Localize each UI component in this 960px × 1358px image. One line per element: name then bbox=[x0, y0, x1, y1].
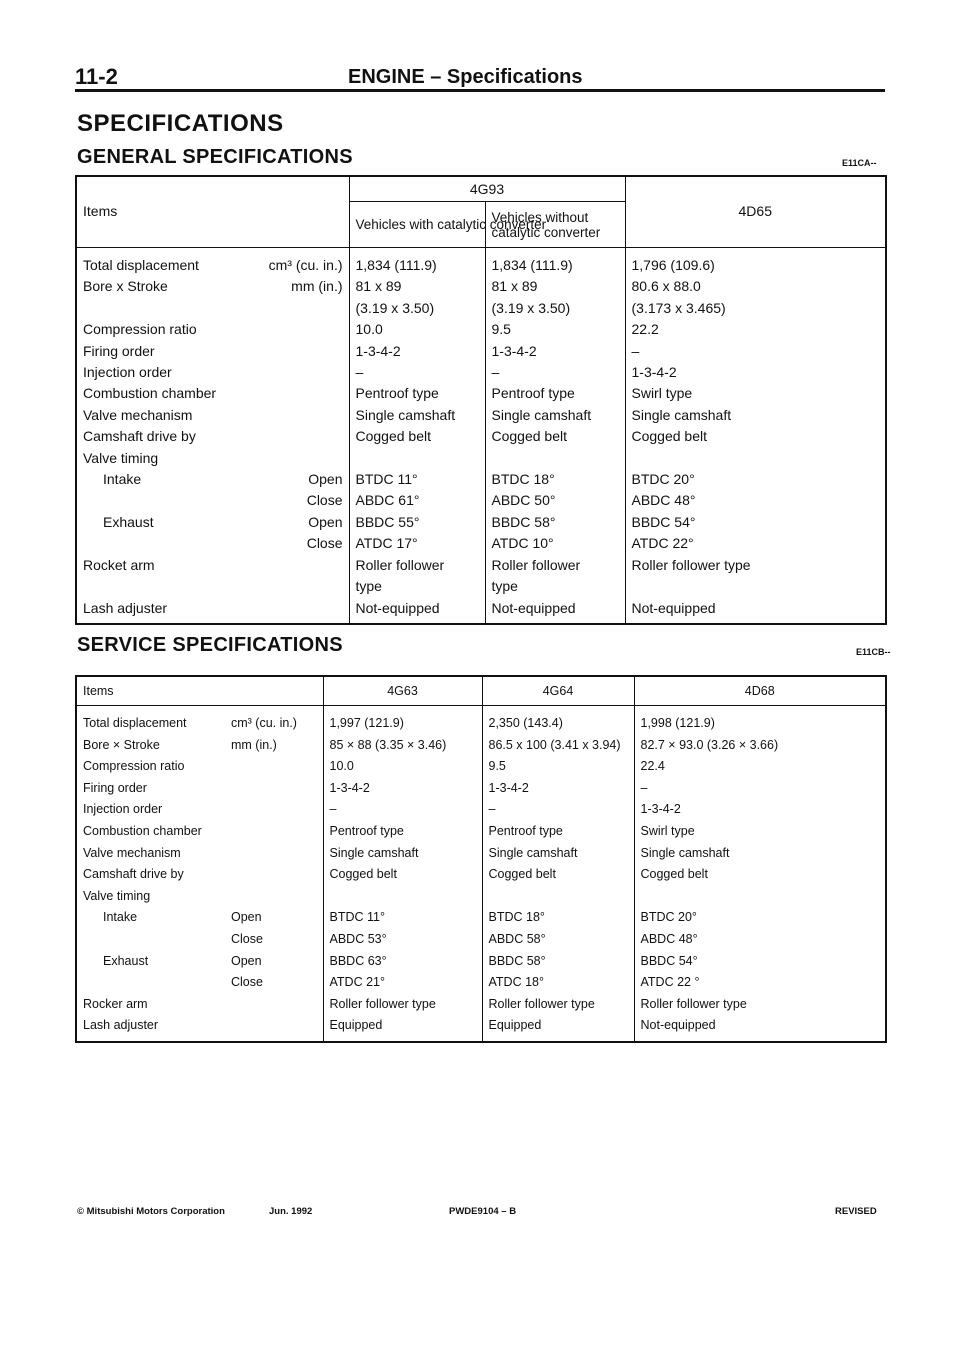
service-item-cell bbox=[76, 706, 323, 735]
general-value-cell-3: 22.2 bbox=[625, 319, 886, 340]
general-value-cell-1: Not-equipped bbox=[349, 598, 485, 624]
general-table-row bbox=[76, 383, 886, 404]
service-item-label: Compression ratio bbox=[83, 759, 185, 774]
general-value-cell-2: 9.5 bbox=[485, 319, 625, 340]
service-value-cell-2: Equipped bbox=[482, 1015, 634, 1042]
general-items-header: Items bbox=[76, 176, 349, 248]
general-value-cell-2: ATDC 10° bbox=[485, 533, 625, 554]
general-table-row bbox=[76, 598, 886, 624]
general-item-cell bbox=[76, 555, 349, 576]
service-value-cell-2: Roller follower type bbox=[482, 994, 634, 1016]
service-value-cell-3: Roller follower type bbox=[634, 994, 886, 1016]
general-value-cell-2: Pentroof type bbox=[485, 383, 625, 404]
general-item-cell bbox=[76, 383, 349, 404]
service-table-row bbox=[76, 1015, 886, 1042]
service-col2-header: 4G64 bbox=[482, 676, 634, 706]
service-unit-label: Close bbox=[231, 931, 263, 946]
service-value-cell-1 bbox=[323, 886, 482, 908]
general-value-cell-3: 80.6 x 88.0 bbox=[625, 276, 886, 297]
service-items-header: Items bbox=[76, 676, 323, 706]
service-value-cell-2: 86.5 x 100 (3.41 x 3.94) bbox=[482, 735, 634, 757]
service-value-cell-2: ATDC 18° bbox=[482, 972, 634, 994]
service-value-cell-1: – bbox=[323, 799, 482, 821]
service-value-cell-3: BTDC 20° bbox=[634, 907, 886, 929]
general-value-cell-3: 1,796 (109.6) bbox=[625, 248, 886, 277]
service-unit-label: Open bbox=[231, 910, 262, 925]
service-item-label: Valve timing bbox=[83, 888, 151, 903]
general-head-row-1 bbox=[76, 176, 886, 202]
general-table-row bbox=[76, 512, 886, 533]
service-value-cell-1: BTDC 11° bbox=[323, 907, 482, 929]
main-title: SPECIFICATIONS bbox=[77, 110, 284, 137]
service-value-cell-1: Roller follower type bbox=[323, 994, 482, 1016]
general-value-cell-2: BBDC 58° bbox=[485, 512, 625, 533]
service-item-label: Camshaft drive by bbox=[83, 867, 184, 882]
general-item-label: Exhaust bbox=[103, 513, 154, 530]
general-value-cell-2: Not-equipped bbox=[485, 598, 625, 624]
service-table-row bbox=[76, 994, 886, 1016]
general-table-row bbox=[76, 362, 886, 383]
service-item-cell bbox=[76, 756, 323, 778]
page-header bbox=[75, 62, 885, 92]
general-value-cell-1: 1,834 (111.9) bbox=[349, 248, 485, 277]
general-item-cell bbox=[76, 362, 349, 383]
footer-status: REVISED bbox=[835, 1206, 877, 1217]
service-item-cell bbox=[76, 1015, 323, 1042]
general-value-cell-2 bbox=[485, 448, 625, 469]
general-table-body bbox=[76, 248, 886, 624]
general-item-cell bbox=[76, 298, 349, 319]
general-group-header: 4G93 bbox=[349, 176, 625, 202]
service-unit-label: Close bbox=[231, 975, 263, 990]
service-specifications-code: E11CB-- bbox=[856, 647, 891, 657]
service-item-cell bbox=[76, 886, 323, 908]
general-item-cell bbox=[76, 598, 349, 624]
general-item-label: Lash adjuster bbox=[83, 599, 168, 616]
general-value-cell-2: 81 x 89 bbox=[485, 276, 625, 297]
service-item-label: Rocker arm bbox=[83, 996, 148, 1011]
general-value-cell-1: Single camshaft bbox=[349, 405, 485, 426]
general-item-label: Rocket arm bbox=[83, 556, 155, 573]
general-value-cell-1: Roller follower bbox=[349, 555, 485, 576]
service-value-cell-2: 2,350 (143.4) bbox=[482, 706, 634, 735]
service-table-row bbox=[76, 951, 886, 973]
service-table-row bbox=[76, 735, 886, 757]
general-specifications-table bbox=[75, 175, 887, 625]
section-title: ENGINE – Specifications bbox=[348, 66, 583, 88]
service-item-label: Intake bbox=[103, 910, 138, 925]
general-value-cell-2: Single camshaft bbox=[485, 405, 625, 426]
general-item-label: Compression ratio bbox=[83, 321, 197, 338]
general-value-cell-2: ABDC 50° bbox=[485, 490, 625, 511]
general-table-row bbox=[76, 576, 886, 597]
general-item-label: Injection order bbox=[83, 364, 172, 381]
general-item-cell bbox=[76, 405, 349, 426]
general-item-cell bbox=[76, 576, 349, 597]
service-item-cell bbox=[76, 799, 323, 821]
service-item-cell bbox=[76, 778, 323, 800]
service-table-row bbox=[76, 799, 886, 821]
general-unit-label: Open bbox=[308, 471, 343, 488]
general-item-cell bbox=[76, 276, 349, 297]
service-value-cell-2: BTDC 18° bbox=[482, 907, 634, 929]
general-value-cell-2: 1,834 (111.9) bbox=[485, 248, 625, 277]
general-value-cell-3: Cogged belt bbox=[625, 426, 886, 447]
service-table-row bbox=[76, 907, 886, 929]
general-col1-header: Vehicles with catalytic converter bbox=[349, 202, 485, 248]
footer-copyright: © Mitsubishi Motors Corporation bbox=[77, 1206, 225, 1217]
service-value-cell-1: 10.0 bbox=[323, 756, 482, 778]
footer-doc-id: PWDE9104 – B bbox=[449, 1206, 517, 1217]
service-item-cell bbox=[76, 994, 323, 1016]
service-value-cell-2: Pentroof type bbox=[482, 821, 634, 843]
general-item-label: Bore x Stroke bbox=[83, 278, 168, 295]
general-specifications-title: GENERAL SPECIFICATIONS bbox=[77, 146, 353, 168]
service-value-cell-3 bbox=[634, 886, 886, 908]
general-value-cell-3: (3.173 x 3.465) bbox=[625, 298, 886, 319]
service-specifications-table bbox=[75, 675, 887, 1043]
service-item-label: Injection order bbox=[83, 802, 163, 817]
general-value-cell-2: (3.19 x 3.50) bbox=[485, 298, 625, 319]
general-value-cell-1: Cogged belt bbox=[349, 426, 485, 447]
general-table-row bbox=[76, 276, 886, 297]
service-value-cell-3: 82.7 × 93.0 (3.26 × 3.66) bbox=[634, 735, 886, 757]
service-item-cell bbox=[76, 907, 323, 929]
general-value-cell-1: BBDC 55° bbox=[349, 512, 485, 533]
service-table-row bbox=[76, 972, 886, 994]
service-value-cell-2: 1-3-4-2 bbox=[482, 778, 634, 800]
general-value-cell-3: ATDC 22° bbox=[625, 533, 886, 554]
service-value-cell-2: Single camshaft bbox=[482, 843, 634, 865]
service-value-cell-1: ABDC 53° bbox=[323, 929, 482, 951]
general-table-row bbox=[76, 490, 886, 511]
general-value-cell-1: BTDC 11° bbox=[349, 469, 485, 490]
service-value-cell-1: Single camshaft bbox=[323, 843, 482, 865]
general-value-cell-3 bbox=[625, 576, 886, 597]
service-item-cell bbox=[76, 951, 323, 973]
general-table-row bbox=[76, 341, 886, 362]
service-specifications-title: SERVICE SPECIFICATIONS bbox=[77, 634, 343, 656]
general-item-cell bbox=[76, 426, 349, 447]
general-value-cell-1: Pentroof type bbox=[349, 383, 485, 404]
service-col3-header: 4D68 bbox=[634, 676, 886, 706]
service-table-body bbox=[76, 706, 886, 1042]
general-value-cell-2: Cogged belt bbox=[485, 426, 625, 447]
service-item-label: Bore × Stroke bbox=[83, 737, 160, 752]
general-value-cell-1: ATDC 17° bbox=[349, 533, 485, 554]
general-unit-label: Close bbox=[306, 492, 343, 509]
general-value-cell-3: Single camshaft bbox=[625, 405, 886, 426]
general-item-label: Combustion chamber bbox=[83, 385, 217, 402]
general-value-cell-3: 1-3-4-2 bbox=[625, 362, 886, 383]
general-table-row bbox=[76, 319, 886, 340]
service-value-cell-2: – bbox=[482, 799, 634, 821]
general-table-row bbox=[76, 555, 886, 576]
general-item-cell bbox=[76, 533, 349, 554]
general-value-cell-3: Roller follower type bbox=[625, 555, 886, 576]
service-table-row bbox=[76, 778, 886, 800]
general-item-cell bbox=[76, 490, 349, 511]
general-table-row bbox=[76, 448, 886, 469]
general-value-cell-1: – bbox=[349, 362, 485, 383]
general-specifications-code: E11CA-- bbox=[842, 158, 877, 168]
general-item-label: Intake bbox=[103, 471, 142, 488]
general-item-cell bbox=[76, 512, 349, 533]
general-value-cell-2: 1-3-4-2 bbox=[485, 341, 625, 362]
service-value-cell-1: Cogged belt bbox=[323, 864, 482, 886]
service-value-cell-1: BBDC 63° bbox=[323, 951, 482, 973]
service-item-label: Combustion chamber bbox=[83, 823, 202, 838]
service-table-row bbox=[76, 864, 886, 886]
service-table-row bbox=[76, 886, 886, 908]
service-value-cell-3: Single camshaft bbox=[634, 843, 886, 865]
general-item-label: Valve timing bbox=[83, 449, 159, 466]
service-value-cell-3: 1-3-4-2 bbox=[634, 799, 886, 821]
service-item-label: Exhaust bbox=[103, 953, 149, 968]
service-value-cell-1: 1-3-4-2 bbox=[323, 778, 482, 800]
service-item-cell bbox=[76, 972, 323, 994]
general-item-cell bbox=[76, 319, 349, 340]
service-head-row bbox=[76, 676, 886, 706]
service-unit-label: mm (in.) bbox=[231, 737, 277, 752]
general-value-cell-1 bbox=[349, 448, 485, 469]
general-value-cell-3: – bbox=[625, 341, 886, 362]
general-item-label: Camshaft drive by bbox=[83, 428, 196, 445]
service-item-cell bbox=[76, 864, 323, 886]
general-unit-label: cm³ (cu. in.) bbox=[268, 257, 343, 273]
general-item-cell bbox=[76, 341, 349, 362]
general-value-cell-2: type bbox=[485, 576, 625, 597]
general-value-cell-3: BBDC 54° bbox=[625, 512, 886, 533]
general-value-cell-3: Not-equipped bbox=[625, 598, 886, 624]
service-value-cell-1: ATDC 21° bbox=[323, 972, 482, 994]
service-item-label: Lash adjuster bbox=[83, 1018, 159, 1033]
service-value-cell-3: ABDC 48° bbox=[634, 929, 886, 951]
service-item-label: Total displacement bbox=[83, 716, 187, 730]
general-col3-header: 4D65 bbox=[625, 176, 886, 248]
service-value-cell-2: 9.5 bbox=[482, 756, 634, 778]
service-value-cell-1: Equipped bbox=[323, 1015, 482, 1042]
general-table-row bbox=[76, 248, 886, 277]
general-item-cell bbox=[76, 248, 349, 277]
general-table-row bbox=[76, 469, 886, 490]
general-col2-header: Vehicles without catalytic converter bbox=[485, 202, 625, 248]
service-value-cell-2: BBDC 58° bbox=[482, 951, 634, 973]
service-table-row bbox=[76, 821, 886, 843]
general-item-label: Valve mechanism bbox=[83, 406, 193, 423]
service-value-cell-1: 85 × 88 (3.35 × 3.46) bbox=[323, 735, 482, 757]
general-unit-label: Close bbox=[306, 535, 343, 552]
service-item-label: Valve mechanism bbox=[83, 845, 181, 860]
general-value-cell-1: 81 x 89 bbox=[349, 276, 485, 297]
general-value-cell-1: 10.0 bbox=[349, 319, 485, 340]
general-value-cell-3: Swirl type bbox=[625, 383, 886, 404]
general-item-label: Firing order bbox=[83, 342, 155, 359]
general-value-cell-3: ABDC 48° bbox=[625, 490, 886, 511]
service-col1-header: 4G63 bbox=[323, 676, 482, 706]
general-value-cell-1: (3.19 x 3.50) bbox=[349, 298, 485, 319]
general-value-cell-2: – bbox=[485, 362, 625, 383]
service-value-cell-1: 1,997 (121.9) bbox=[323, 706, 482, 735]
service-table-row bbox=[76, 929, 886, 951]
service-item-cell bbox=[76, 735, 323, 757]
service-value-cell-1: Pentroof type bbox=[323, 821, 482, 843]
service-value-cell-3: – bbox=[634, 778, 886, 800]
service-unit-label: Open bbox=[231, 953, 262, 968]
general-value-cell-2: Roller follower bbox=[485, 555, 625, 576]
service-table-row bbox=[76, 706, 886, 735]
service-value-cell-2 bbox=[482, 886, 634, 908]
service-table-row bbox=[76, 843, 886, 865]
service-value-cell-3: 22.4 bbox=[634, 756, 886, 778]
service-value-cell-3: Cogged belt bbox=[634, 864, 886, 886]
service-item-cell bbox=[76, 821, 323, 843]
service-unit-label: cm³ (cu. in.) bbox=[231, 716, 297, 730]
general-value-cell-3: BTDC 20° bbox=[625, 469, 886, 490]
service-value-cell-3: Swirl type bbox=[634, 821, 886, 843]
service-value-cell-2: ABDC 58° bbox=[482, 929, 634, 951]
service-item-label: Firing order bbox=[83, 780, 147, 795]
general-item-cell bbox=[76, 469, 349, 490]
service-value-cell-3: ATDC 22 ° bbox=[634, 972, 886, 994]
footer-date: Jun. 1992 bbox=[269, 1206, 313, 1217]
general-unit-label: Open bbox=[308, 513, 343, 530]
general-value-cell-1: type bbox=[349, 576, 485, 597]
service-item-cell bbox=[76, 929, 323, 951]
general-item-label: Total displacement bbox=[83, 257, 199, 273]
general-value-cell-1: 1-3-4-2 bbox=[349, 341, 485, 362]
general-table-row bbox=[76, 426, 886, 447]
general-table-row bbox=[76, 298, 886, 319]
service-value-cell-3: 1,998 (121.9) bbox=[634, 706, 886, 735]
service-item-cell bbox=[76, 843, 323, 865]
service-value-cell-2: Cogged belt bbox=[482, 864, 634, 886]
general-value-cell-2: BTDC 18° bbox=[485, 469, 625, 490]
general-unit-label: mm (in.) bbox=[291, 278, 343, 295]
page-number: 11-2 bbox=[75, 64, 118, 89]
service-value-cell-3: BBDC 54° bbox=[634, 951, 886, 973]
general-table-row bbox=[76, 405, 886, 426]
general-table-row bbox=[76, 533, 886, 554]
service-table-row bbox=[76, 756, 886, 778]
general-value-cell-3 bbox=[625, 448, 886, 469]
general-item-cell bbox=[76, 448, 349, 469]
general-value-cell-1: ABDC 61° bbox=[349, 490, 485, 511]
service-value-cell-3: Not-equipped bbox=[634, 1015, 886, 1042]
